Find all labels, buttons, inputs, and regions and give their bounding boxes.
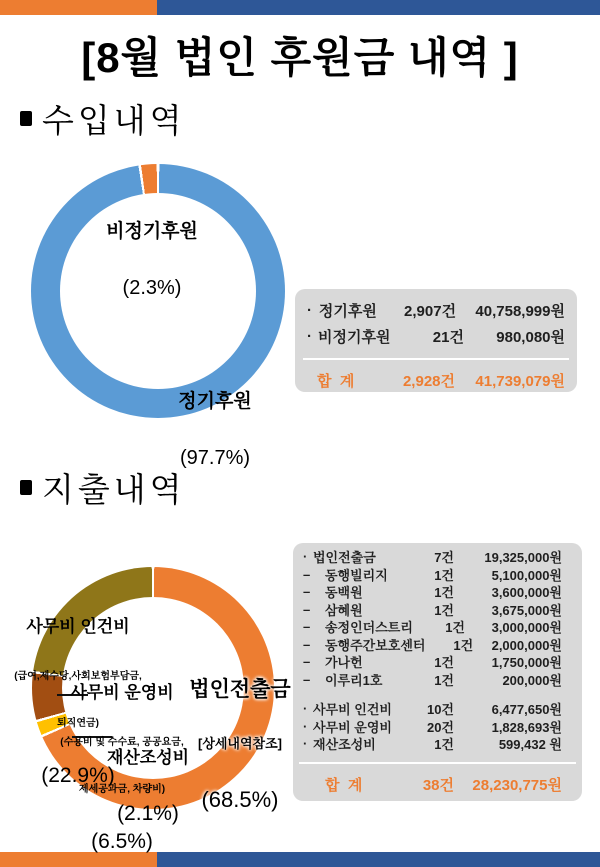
row-bullet: · [307, 301, 312, 319]
table-row [295, 297, 577, 323]
total-amount: 28,230,775원 [472, 777, 562, 794]
row-bullet: · [303, 718, 308, 734]
row-amount: 5,100,000원 [491, 567, 562, 583]
label-inganbi-sub1: (급여,제수당,사회보험부담금, [14, 671, 142, 683]
row-count: 1건 [434, 567, 454, 583]
label-jaesan [107, 713, 189, 862]
label-inganbi-name: 사무비 인건비 [26, 617, 130, 637]
label-jeonggi-name: 정기후원 [178, 391, 252, 413]
expense-section-header [20, 464, 186, 511]
row-label: 법인전출금 [313, 550, 376, 566]
income-section-header [20, 95, 186, 142]
table-row [293, 601, 582, 619]
table-row [293, 548, 582, 566]
total-label: 합 계 [325, 777, 363, 794]
row-bullet: – [303, 619, 311, 635]
table-divider [299, 762, 576, 764]
row-amount: 3,675,000원 [491, 602, 562, 618]
row-count: 1건 [453, 637, 474, 653]
row-label: 이루리1호 [325, 672, 383, 688]
label-jeonggi [178, 356, 251, 505]
row-bullet: – [303, 636, 311, 652]
row-count: 10건 [426, 702, 454, 718]
row-label: 사무비 운영비 [313, 719, 392, 735]
table-row [295, 323, 577, 349]
row-bullet: · [307, 327, 312, 345]
row-count: 1건 [434, 655, 454, 671]
table-row [293, 735, 582, 753]
table-spacer [293, 688, 582, 700]
table-row [293, 671, 582, 689]
row-amount: 1,828,693원 [491, 719, 562, 735]
label-bijeonggi-name: 비정기후원 [106, 221, 198, 243]
table-divider [303, 358, 569, 360]
bottom-bar-blue-segment [157, 852, 600, 867]
row-bullet: – [303, 566, 311, 582]
row-count: 20건 [426, 719, 454, 735]
top-bar-blue-segment [157, 0, 600, 15]
row-label: 삼혜원 [325, 602, 363, 618]
row-label: 비정기후원 [318, 328, 391, 346]
row-label: 사무비 인건비 [313, 702, 392, 718]
row-label: 동행주간보호센터 [325, 637, 426, 653]
label-unyoungbi-sub2: 제세공과금, 차량비) [78, 783, 166, 795]
row-bullet: – [303, 671, 311, 687]
label-jeonggi-pct: (97.7%) [179, 447, 251, 470]
table-row [293, 566, 582, 584]
row-amount: 40,758,999원 [475, 302, 565, 320]
row-bullet: · [303, 736, 308, 752]
label-jaesan-name: 재산조성비 [106, 748, 190, 768]
total-amount: 41,739,079원 [475, 372, 565, 390]
row-amount: 3,000,000원 [491, 620, 562, 636]
total-count: 2,928건 [402, 372, 455, 390]
row-amount: 2,000,000원 [491, 637, 562, 653]
income-section-title: 수입내역 [42, 102, 186, 139]
table-row [293, 700, 582, 718]
row-count: 1건 [434, 737, 454, 753]
row-amount: 6,477,650원 [491, 702, 562, 718]
label-beopin-name: 법인전출금 [189, 678, 291, 702]
top-accent-bar [0, 0, 600, 15]
square-bullet-icon [20, 111, 32, 126]
row-count: 1건 [445, 620, 465, 636]
label-jaesan-pct: (2.1%) [117, 802, 179, 826]
row-label: 재산조성비 [313, 737, 376, 753]
row-bullet: – [303, 584, 311, 600]
row-count: 1건 [434, 672, 454, 688]
row-label: 송정인더스트리 [325, 620, 413, 636]
label-inganbi-sub2: 퇴직연금) [57, 717, 99, 729]
table-row [293, 618, 582, 636]
top-bar-orange-segment [0, 0, 157, 15]
row-label: 가나헌 [325, 655, 363, 671]
income-summary-table [295, 289, 577, 392]
row-label: 정기후원 [318, 302, 377, 320]
table-row [293, 653, 582, 671]
row-count: 7건 [434, 550, 454, 566]
row-label: 동백원 [325, 585, 363, 601]
expense-total-row [293, 770, 582, 800]
row-amount: 200,000원 [502, 672, 562, 688]
label-unyoungbi-name: 사무비 운영비 [70, 683, 174, 703]
label-inganbi-pct: (22.9%) [41, 763, 115, 787]
label-bijeonggi-pct: (2.3%) [122, 277, 182, 300]
row-count: 21건 [432, 328, 464, 346]
label-unyoungbi-sub1: (수용비 및 수수료, 공공요금, [60, 737, 184, 749]
table-row [293, 583, 582, 601]
row-amount: 599,432 원 [498, 737, 562, 753]
label-beopin [189, 643, 290, 847]
total-label: 합 계 [317, 372, 355, 390]
square-bullet-icon [20, 480, 32, 495]
row-bullet: – [303, 601, 311, 617]
table-row [293, 636, 582, 654]
row-amount: 980,080원 [496, 328, 565, 346]
label-unyoungbi-pct: (6.5%) [91, 829, 153, 853]
row-bullet: · [303, 701, 308, 717]
total-count: 38건 [422, 777, 454, 794]
row-bullet: · [303, 549, 308, 565]
table-row [293, 718, 582, 736]
label-beopin-pct: (68.5%) [201, 786, 279, 812]
row-amount: 1,750,000원 [491, 655, 562, 671]
income-total-row [295, 367, 577, 392]
expense-section-title: 지출내역 [42, 471, 186, 508]
row-label: 동행빌리지 [325, 567, 388, 583]
row-count: 2,907건 [404, 302, 457, 320]
label-bijeonggi [106, 186, 198, 335]
row-count: 1건 [434, 602, 454, 618]
row-amount: 19,325,000원 [484, 550, 562, 566]
expense-detail-table [293, 543, 582, 801]
row-amount: 3,600,000원 [491, 585, 562, 601]
row-count: 1건 [434, 585, 454, 601]
row-bullet: – [303, 654, 311, 670]
page-title: [8월 법인 후원금 내역 ] [81, 34, 519, 81]
label-beopin-sub: [상세내역참조] [197, 736, 282, 752]
